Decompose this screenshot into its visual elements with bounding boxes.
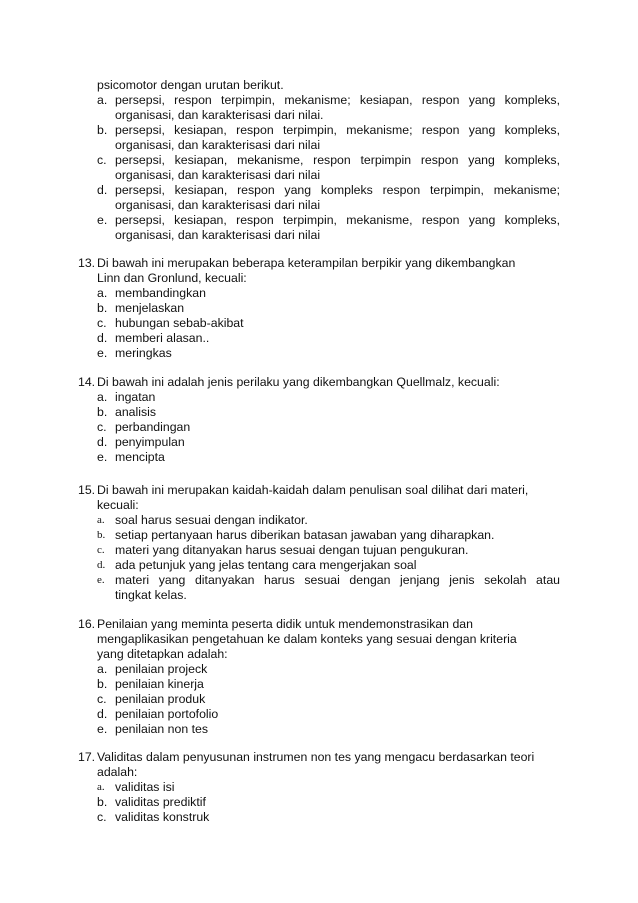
question-16 [78, 617, 560, 737]
option-a [78, 780, 560, 795]
option-text: organisasi, dan karakterisasi dari nilai [115, 198, 321, 212]
option-b [78, 795, 560, 810]
option-c [78, 316, 560, 331]
option-e [78, 573, 560, 603]
option-c [78, 420, 560, 435]
question-15 [78, 483, 560, 603]
option-text: penilaian projeck [115, 662, 208, 676]
option-a [78, 286, 560, 301]
option-text: analisis [115, 405, 157, 419]
option-c [78, 692, 560, 707]
option-text: organisasi, dan karakterisasi dari nilai [115, 168, 321, 182]
option-d [78, 558, 560, 573]
option-a [78, 93, 560, 123]
question-text: Validitas dalam penyusunan instrumen non tes yang mengacu berdasarkan teori [97, 750, 535, 764]
option-text: menjelaskan [115, 301, 185, 315]
option-text: organisasi, dan karakterisasi dari nilai [115, 138, 321, 152]
question-12-options [78, 93, 560, 243]
option-c [78, 153, 560, 183]
question-14 [78, 375, 560, 465]
option-letter: a. [97, 514, 105, 526]
option-a [78, 513, 560, 528]
option-c [78, 543, 560, 558]
option-letter: d. [97, 331, 108, 345]
question-number: 16. [78, 617, 96, 631]
option-text: meringkas [115, 346, 172, 360]
option-b [78, 677, 560, 692]
option-letter: e. [97, 450, 108, 464]
option-letter: a. [97, 390, 108, 404]
option-letter: c. [97, 153, 107, 167]
option-c [78, 810, 560, 825]
option-text: persepsi, kesiapan, respon yang kompleks respon terpimpin, mekanisme; [115, 183, 560, 197]
option-e [78, 346, 560, 361]
option-text: materi yang ditanyakan harus sesuai dengan tujuan pengukuran. [115, 543, 469, 557]
option-letter: a. [97, 286, 108, 300]
option-d [78, 331, 560, 346]
question-text: mengaplikasikan pengetahuan ke dalam konteks yang sesuai dengan kriteria [97, 632, 517, 646]
option-letter: b. [97, 529, 106, 541]
option-d [78, 435, 560, 450]
option-text: validitas isi [115, 780, 175, 794]
option-letter: e. [97, 346, 108, 360]
option-letter: e. [97, 213, 108, 227]
option-e [78, 213, 560, 243]
option-letter: c. [97, 544, 105, 556]
question-number: 17. [78, 750, 96, 764]
question-text: Di bawah ini merupakan beberapa keterampilan berpikir yang dikembangkan [97, 256, 516, 270]
option-text: setiap pertanyaan harus diberikan batasan jawaban yang diharapkan. [115, 528, 495, 542]
option-text: organisasi, dan karakterisasi dari nilai [115, 228, 321, 242]
option-text: organisasi, dan karakterisasi dari nilai. [115, 108, 324, 122]
option-text: penilaian non tes [115, 722, 208, 736]
option-e [78, 450, 560, 465]
question-number: 13. [78, 256, 96, 270]
option-text: persepsi, kesiapan, respon terpimpin, mekanisme, respon yang kompleks, [115, 213, 560, 227]
option-text: penilaian kinerja [115, 677, 204, 691]
option-letter: c. [97, 420, 107, 434]
option-letter: b. [97, 301, 108, 315]
option-text: memberi alasan.. [115, 331, 210, 345]
question-17 [78, 750, 560, 825]
option-letter: e. [97, 722, 108, 736]
option-text: validitas prediktif [115, 795, 206, 809]
option-text: mencipta [115, 450, 165, 464]
option-text: validitas konstruk [115, 810, 210, 824]
option-text: hubungan sebab-akibat [115, 316, 244, 330]
option-text: soal harus sesuai dengan indikator. [115, 513, 308, 527]
option-letter: c. [97, 316, 107, 330]
option-d [78, 707, 560, 722]
question-text: Di bawah ini adalah jenis perilaku yang dikembangkan Quellmalz, kecuali: [97, 375, 500, 389]
option-text: ingatan [115, 390, 156, 404]
option-text: penilaian portofolio [115, 707, 219, 721]
option-text: ada petunjuk yang jelas tentang cara mengerjakan soal [115, 558, 417, 572]
option-text: tingkat kelas. [115, 588, 187, 602]
option-text: persepsi, kesiapan, mekanisme, respon terpimpin respon yang kompleks, [115, 153, 560, 167]
option-letter: d. [97, 559, 106, 571]
question-13 [78, 256, 560, 361]
question-text: Di bawah ini merupakan kaidah-kaidah dalam penulisan soal dilihat dari materi, [97, 483, 529, 497]
question-text: kecuali: [97, 498, 139, 512]
option-text: persepsi, respon terpimpin, mekanisme; kesiapan, respon yang kompleks, [115, 93, 560, 107]
option-letter: e. [97, 574, 105, 586]
option-a [78, 662, 560, 677]
option-letter: a. [97, 93, 108, 107]
option-letter: a. [97, 781, 105, 793]
option-letter: d. [97, 707, 108, 721]
option-letter: a. [97, 662, 108, 676]
option-e [78, 722, 560, 737]
question-12-continuation: psicomotor dengan urutan berikut. [97, 78, 284, 92]
option-letter: c. [97, 692, 107, 706]
option-a [78, 390, 560, 405]
option-b [78, 405, 560, 420]
question-number: 14. [78, 375, 96, 389]
option-letter: d. [97, 183, 108, 197]
option-text: materi yang ditanyakan harus sesuai dengan jenjang jenis sekolah atau [115, 573, 560, 587]
option-letter: b. [97, 795, 108, 809]
option-letter: b. [97, 123, 108, 137]
option-text: penilaian produk [115, 692, 206, 706]
option-d [78, 183, 560, 213]
option-text: persepsi, kesiapan, respon terpimpin, mekanisme; respon yang kompleks, [115, 123, 560, 137]
question-text: yang ditetapkan adalah: [97, 647, 228, 661]
option-text: penyimpulan [115, 435, 185, 449]
option-b [78, 528, 560, 543]
option-letter: d. [97, 435, 108, 449]
option-b [78, 123, 560, 153]
option-text: membandingkan [115, 286, 206, 300]
question-text: Linn dan Gronlund, kecuali: [97, 271, 247, 285]
option-letter: c. [97, 810, 107, 824]
option-text: perbandingan [115, 420, 191, 434]
question-text: Penilaian yang meminta peserta didik untuk mendemonstrasikan dan [97, 617, 473, 631]
question-text: adalah: [97, 765, 138, 779]
option-letter: b. [97, 405, 108, 419]
option-b [78, 301, 560, 316]
option-letter: b. [97, 677, 108, 691]
question-number: 15. [78, 483, 96, 497]
